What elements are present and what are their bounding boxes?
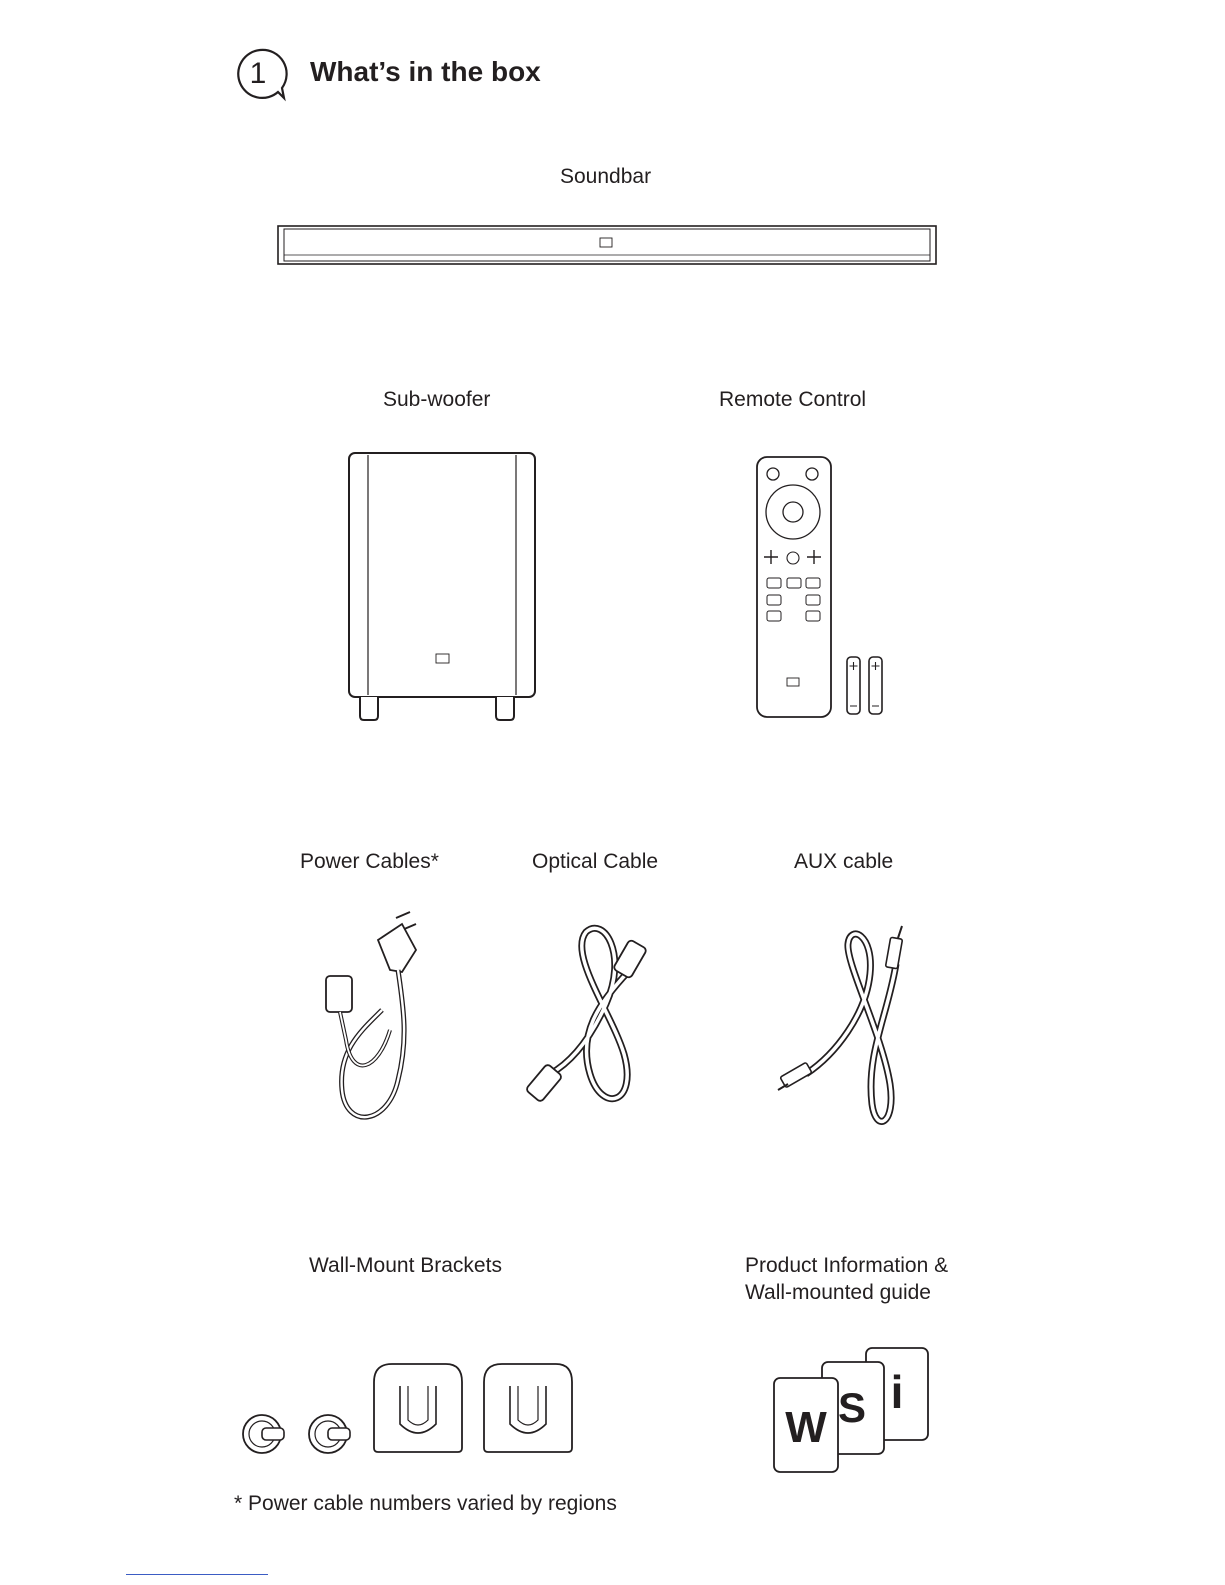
remote-illustration xyxy=(754,454,890,720)
subwoofer-illustration xyxy=(346,450,538,722)
power-cable-illustration xyxy=(318,910,422,1136)
soundbar-illustration xyxy=(276,224,938,266)
page-title: What’s in the box xyxy=(310,56,541,87)
product-info-label-line2: Wall-mounted guide xyxy=(745,1281,931,1304)
guide-cards-illustration xyxy=(770,1344,936,1478)
aux-cable-illustration xyxy=(776,924,916,1134)
step-number: 1 xyxy=(249,57,267,90)
subwoofer-label: Sub-woofer xyxy=(383,388,491,411)
product-info-label-line1: Product Information & xyxy=(745,1254,949,1277)
aux-cable-label: AUX cable xyxy=(794,850,894,873)
optical-cable-label: Optical Cable xyxy=(532,850,659,873)
optical-cable-illustration xyxy=(528,924,670,1114)
guide-card-s: S xyxy=(837,1384,867,1431)
footnote: * Power cable numbers varied by regions xyxy=(234,1492,617,1515)
power-cables-label: Power Cables* xyxy=(300,850,439,873)
guide-card-w: W xyxy=(785,1403,827,1452)
guide-card-i: i xyxy=(890,1366,904,1418)
bottom-link-underline[interactable] xyxy=(126,1574,268,1575)
step-number-badge xyxy=(232,46,288,102)
soundbar-label: Soundbar xyxy=(560,165,652,188)
wall-mount-label: Wall-Mount Brackets xyxy=(309,1254,502,1277)
wall-mount-brackets-illustration xyxy=(240,1360,580,1460)
remote-label: Remote Control xyxy=(719,388,867,411)
